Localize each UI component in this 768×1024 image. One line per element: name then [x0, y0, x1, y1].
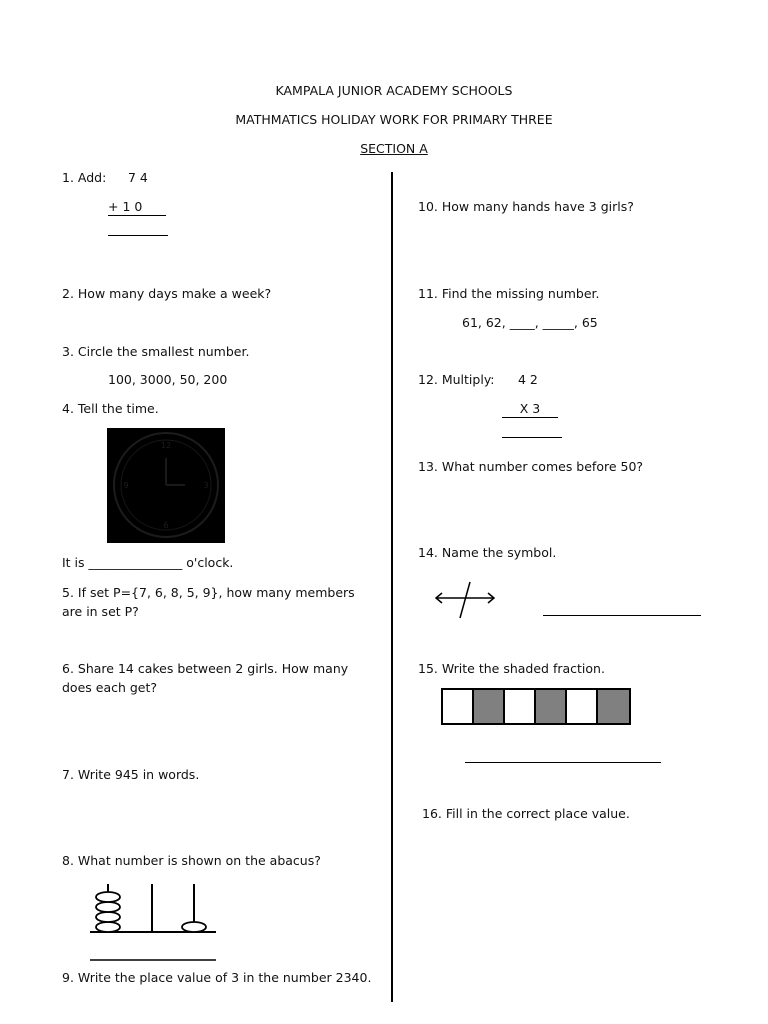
svg-text:3: 3: [203, 481, 209, 490]
fraction-cell-6-shaded: [598, 690, 629, 723]
question-1-top-number: 7 4: [128, 170, 148, 185]
question-12-top-number: 4 2: [518, 372, 538, 387]
question-1-addend: + 1 0: [108, 199, 166, 216]
question-12-answer-line: [502, 437, 562, 438]
school-name: KAMPALA JUNIOR ACADEMY SCHOOLS: [275, 83, 513, 98]
question-1-label: 1. Add:: [62, 170, 107, 185]
abacus-icon: [88, 880, 218, 965]
question-8: 8. What number is shown on the abacus?: [62, 853, 321, 868]
question-7: 7. Write 945 in words.: [62, 767, 200, 782]
question-5-line-2: are in set P?: [62, 604, 139, 619]
fraction-cell-3-empty: [505, 690, 536, 723]
question-10: 10. How many hands have 3 girls?: [418, 199, 634, 214]
question-4: 4. Tell the time.: [62, 401, 159, 416]
section-heading: SECTION A: [360, 141, 428, 156]
clock-face-icon: [107, 428, 225, 543]
question-11: 11. Find the missing number.: [418, 286, 600, 301]
question-14: 14. Name the symbol.: [418, 545, 557, 560]
abacus-bead-rod-1-2: [96, 912, 120, 922]
fraction-cell-5-empty: [567, 690, 598, 723]
question-9: 9. Write the place value of 3 in the number 2340.: [62, 970, 372, 985]
fraction-cell-4-shaded: [536, 690, 567, 723]
question-15: 15. Write the shaded fraction.: [418, 661, 605, 676]
question-5-line-1: 5. If set P={7, 6, 8, 5, 9}, how many members: [62, 585, 355, 600]
fraction-bar: [441, 688, 631, 725]
svg-text:12: 12: [160, 441, 172, 450]
question-2: 2. How many days make a week?: [62, 286, 272, 301]
question-3-options: 100, 3000, 50, 200: [108, 372, 228, 387]
question-6-line-1: 6. Share 14 cakes between 2 girls. How many: [62, 661, 349, 676]
clock-image: [107, 428, 225, 543]
abacus-bead-rod-1-1: [96, 922, 120, 932]
fraction-cell-2-shaded: [474, 690, 505, 723]
question-16: 16. Fill in the correct place value.: [422, 806, 630, 821]
question-12-multiplier: X 3: [502, 401, 558, 418]
question-13: 13. What number comes before 50?: [418, 459, 644, 474]
question-6-line-2: does each get?: [62, 680, 158, 695]
column-divider: [391, 172, 393, 1002]
worksheet-title: MATHMATICS HOLIDAY WORK FOR PRIMARY THREE: [235, 112, 553, 127]
question-3: 3. Circle the smallest number.: [62, 344, 250, 359]
question-11-sequence: 61, 62, ____, _____, 65: [462, 315, 598, 330]
svg-text:9: 9: [123, 481, 129, 490]
abacus-bead-rod-3-1: [182, 922, 206, 932]
abacus-bead-rod-1-3: [96, 902, 120, 912]
abacus-bead-rod-1-4: [96, 892, 120, 902]
fraction-cell-1-empty: [443, 690, 474, 723]
question-15-answer-line: [465, 762, 661, 763]
question-14-answer-line: [543, 615, 701, 616]
question-1-answer-line: [108, 235, 168, 236]
not-parallel-symbol-icon: [432, 580, 498, 620]
question-12-label: 12. Multiply:: [418, 372, 495, 387]
svg-text:6: 6: [163, 521, 169, 530]
question-4-answer: It is _______________ o'clock.: [62, 555, 234, 570]
